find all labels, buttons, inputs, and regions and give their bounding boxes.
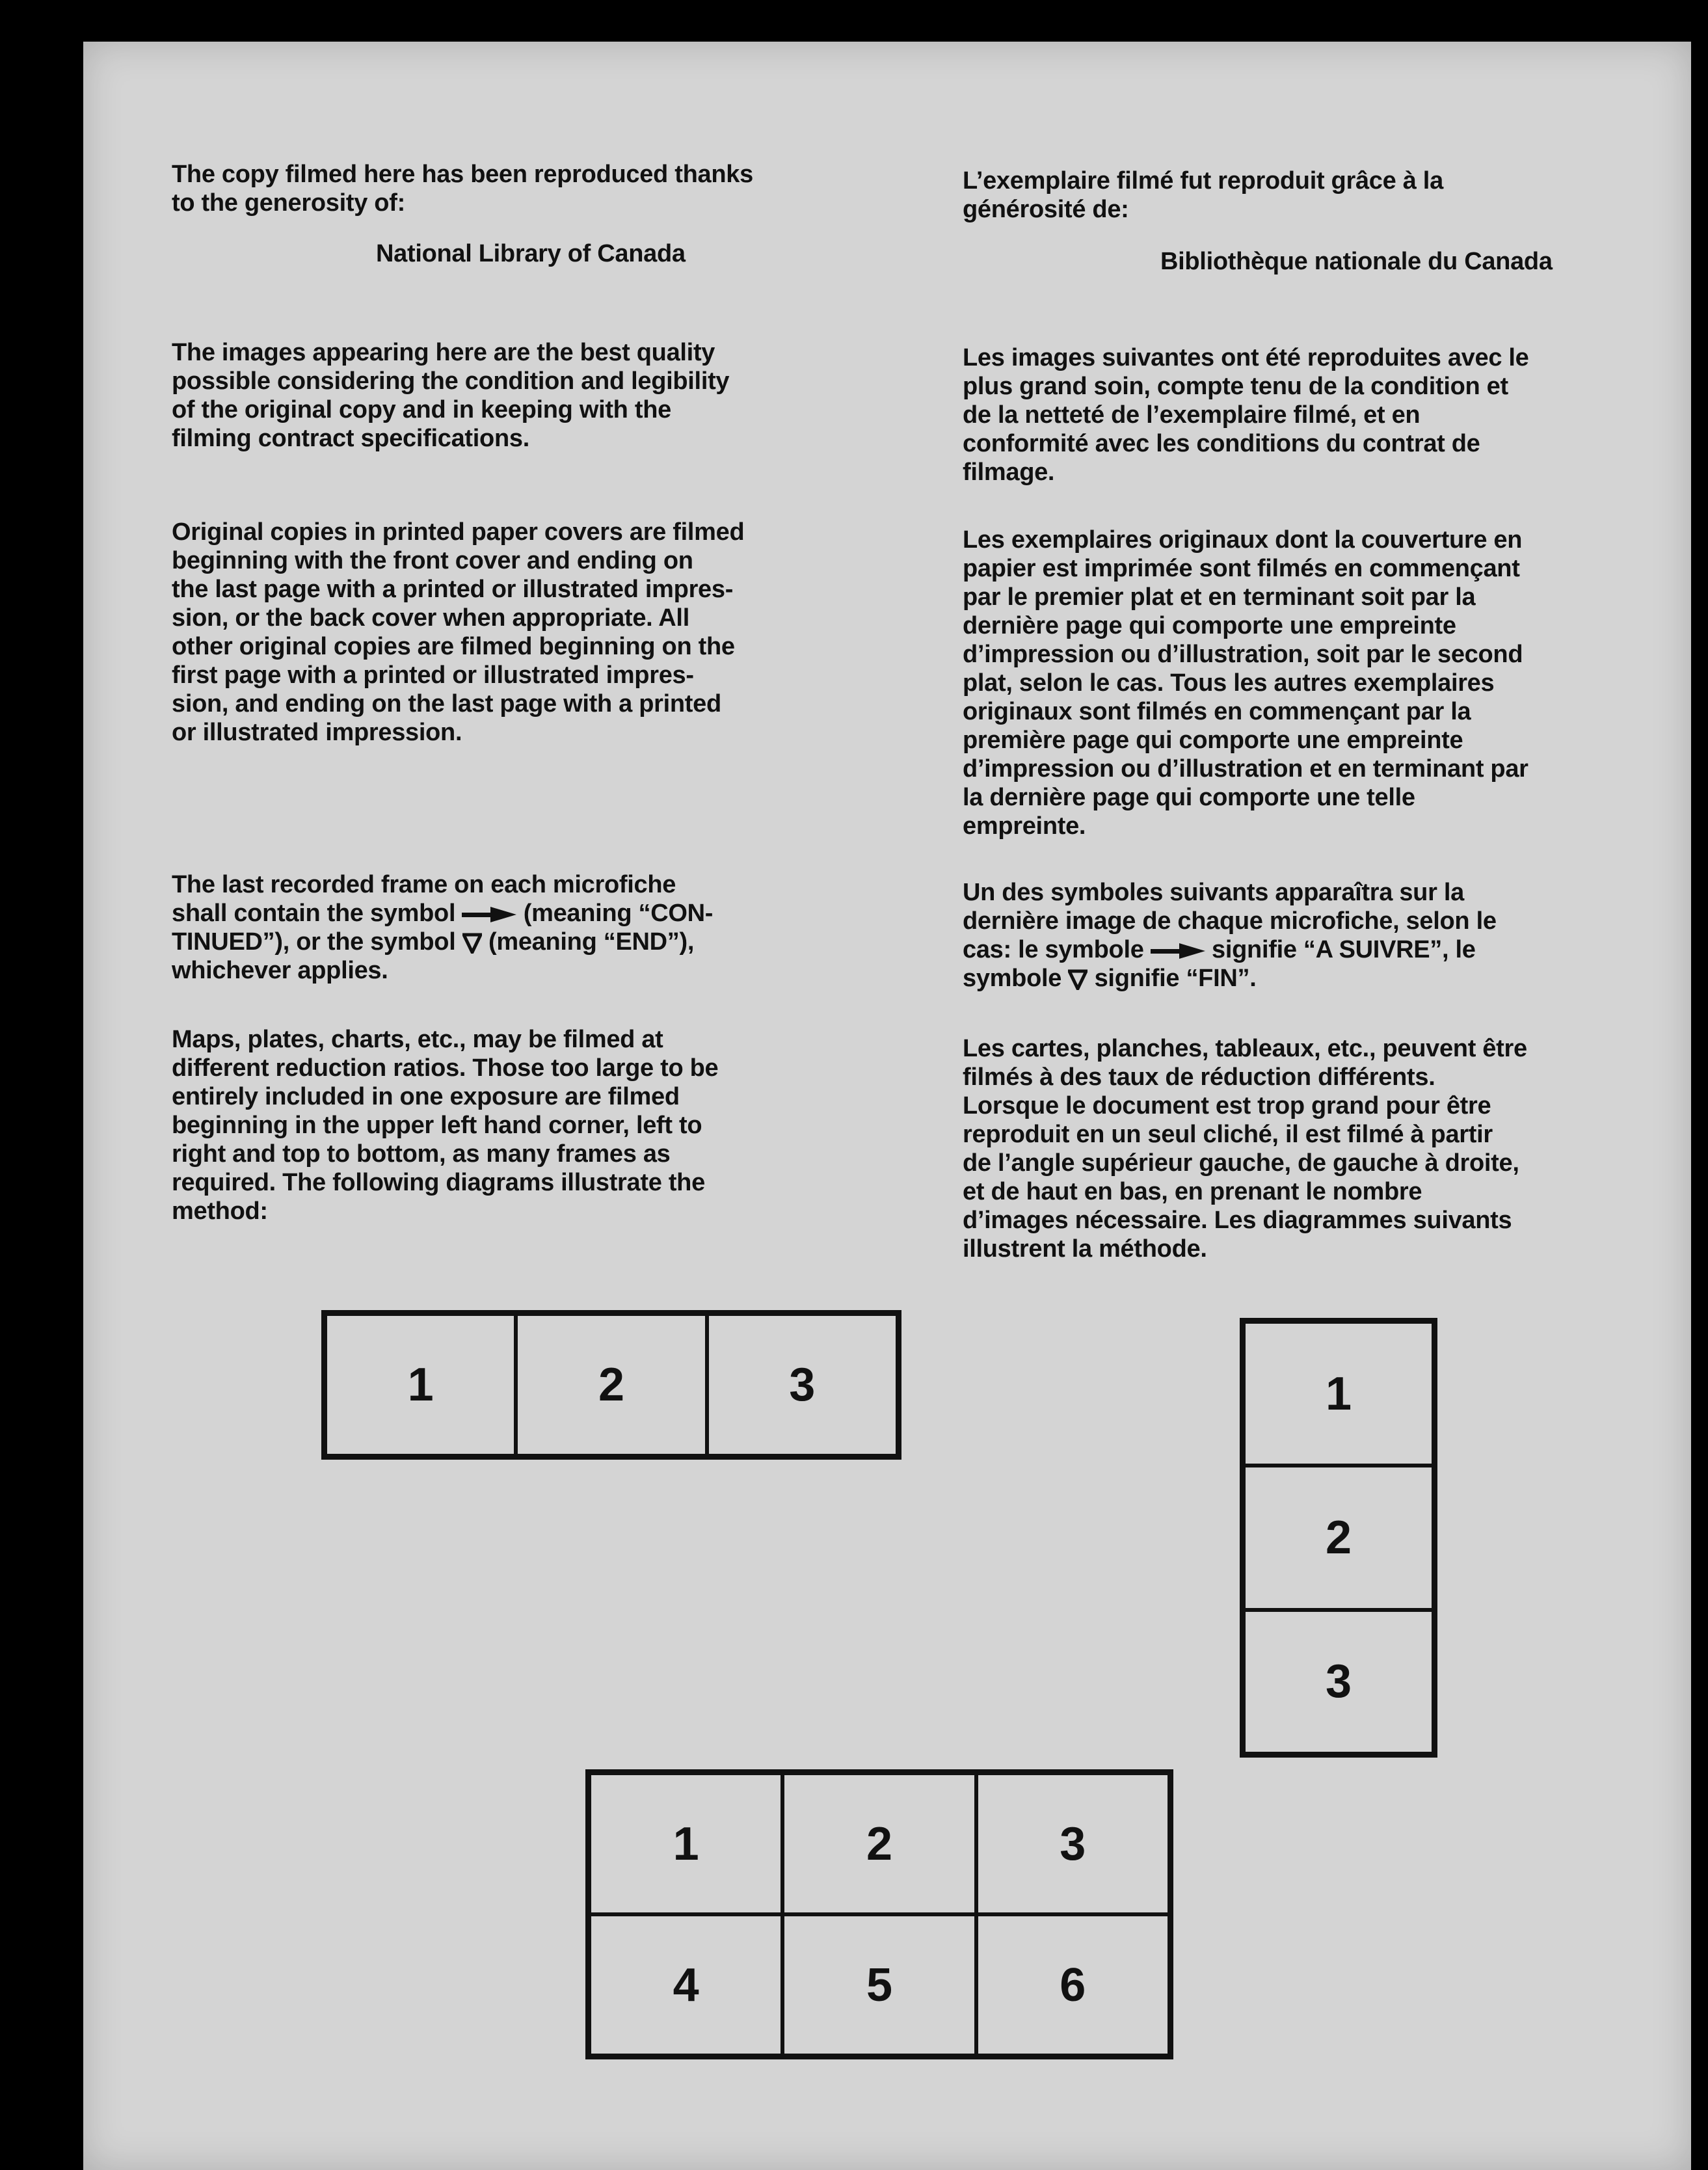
- fr-symbols-line1: Un des symboles suivants apparaîtra sur la: [963, 879, 1464, 906]
- frame-cell: 1: [325, 1314, 516, 1456]
- fr-symbols-line3a: cas: le symbole: [963, 936, 1151, 963]
- horizontal-frames-diagram: [321, 1310, 901, 1460]
- frame-cell: 2: [516, 1314, 706, 1456]
- six-frames-diagram: [585, 1769, 1173, 2059]
- en-symbols-line2b: (meaning “CON-: [516, 900, 714, 927]
- frame-cell: 4: [589, 1914, 782, 2056]
- en-symbols-line2a: shall contain the symbol: [172, 900, 462, 927]
- fr-symbols: [963, 878, 1613, 993]
- en-symbols-line3a: TINUED”), or the symbol: [172, 928, 462, 956]
- fr-symbols-line3b: signifie “A SUIVRE”, le: [1205, 936, 1476, 963]
- en-symbols-line1: The last recorded frame on each microfiche: [172, 871, 676, 898]
- en-originals: Original copies in printed paper covers are filmed beginning with the front cover and ending on the last page with a printed or illustrated impres- sion, or the back cover when appropriate. All other original copies are filmed beginning on the first page with a printed or illustrated impres- sion, and ending on the last page with a printed or illustrated impression.: [172, 518, 745, 746]
- en-library-name: National Library of Canada: [376, 240, 686, 267]
- fr-symbols-line4a: symbole: [963, 965, 1069, 992]
- fr-quality: Les images suivantes ont été reproduites avec le plus grand soin, compte tenu de la condition et de la netteté de l’exemplaire filmé, et en conformité avec les conditions du contrat de filmage.: [963, 344, 1529, 486]
- fr-originals: Les exemplaires originaux dont la couverture en papier est imprimée sont filmés en commençant par le premier plat et en terminant soit par la dernière page qui comporte une empreinte d’impression ou d’illustration, soit par le second plat, selon le cas. Tous les autres exemplaires originaux sont filmés en commençant par la première page qui comporte une empreinte d’impression ou d’illustration et en terminant par la dernière page qui comporte une telle empreinte.: [963, 526, 1528, 840]
- arrow-right-icon: [1151, 941, 1205, 961]
- frame-cell: 3: [1244, 1610, 1434, 1754]
- fr-symbols-line2: dernière image de chaque microfiche, selon le: [963, 907, 1497, 935]
- en-symbols: [172, 870, 829, 985]
- fr-maps: Les cartes, planches, tableaux, etc., peuvent être filmés à des taux de réduction différents. Lorsque le document est trop grand pour être reproduit en un seul cliché, il est filmé à partir de l’angle supérieur gauche, de gauche à droite, et de haut en bas, en prenant le nombre d’images nécessaire. Les diagrammes suivants illustrent la méthode.: [963, 1035, 1527, 1263]
- frame-cell: 1: [589, 1773, 782, 1914]
- fr-thanks: L’exemplaire filmé fut reproduit grâce à la générosité de:: [963, 167, 1443, 223]
- frame-cell: 3: [707, 1314, 898, 1456]
- frame-cell: 2: [1244, 1466, 1434, 1609]
- frame-cell: 2: [782, 1773, 976, 1914]
- en-symbols-line3b: (meaning “END”),: [481, 928, 695, 956]
- vertical-frames-diagram: [1240, 1318, 1437, 1758]
- fr-library-name: Bibliothèque nationale du Canada: [1160, 248, 1553, 275]
- en-quality: The images appearing here are the best quality possible considering the condition and legibility of the original copy and in keeping with the filming contract specifications.: [172, 339, 730, 452]
- frame-cell: 5: [782, 1914, 976, 2056]
- en-thanks: The copy filmed here has been reproduced thanks to the generosity of:: [172, 161, 753, 217]
- frame-cell: 1: [1244, 1322, 1434, 1466]
- frame-cell: 6: [976, 1914, 1169, 2056]
- down-triangle-icon: [1068, 969, 1088, 990]
- en-maps: Maps, plates, charts, etc., may be filmed at different reduction ratios. Those too large to be entirely included in one exposure are filmed beginning in the upper left hand corner, left to right and top to bottom, as many frames as required. The following diagrams illustrate the method:: [172, 1026, 719, 1225]
- fr-symbols-line4b: signifie “FIN”.: [1088, 965, 1257, 992]
- frame-cell: 3: [976, 1773, 1169, 1914]
- arrow-right-icon: [462, 905, 516, 924]
- down-triangle-icon: [462, 933, 482, 954]
- en-symbols-line4: whichever applies.: [172, 957, 388, 984]
